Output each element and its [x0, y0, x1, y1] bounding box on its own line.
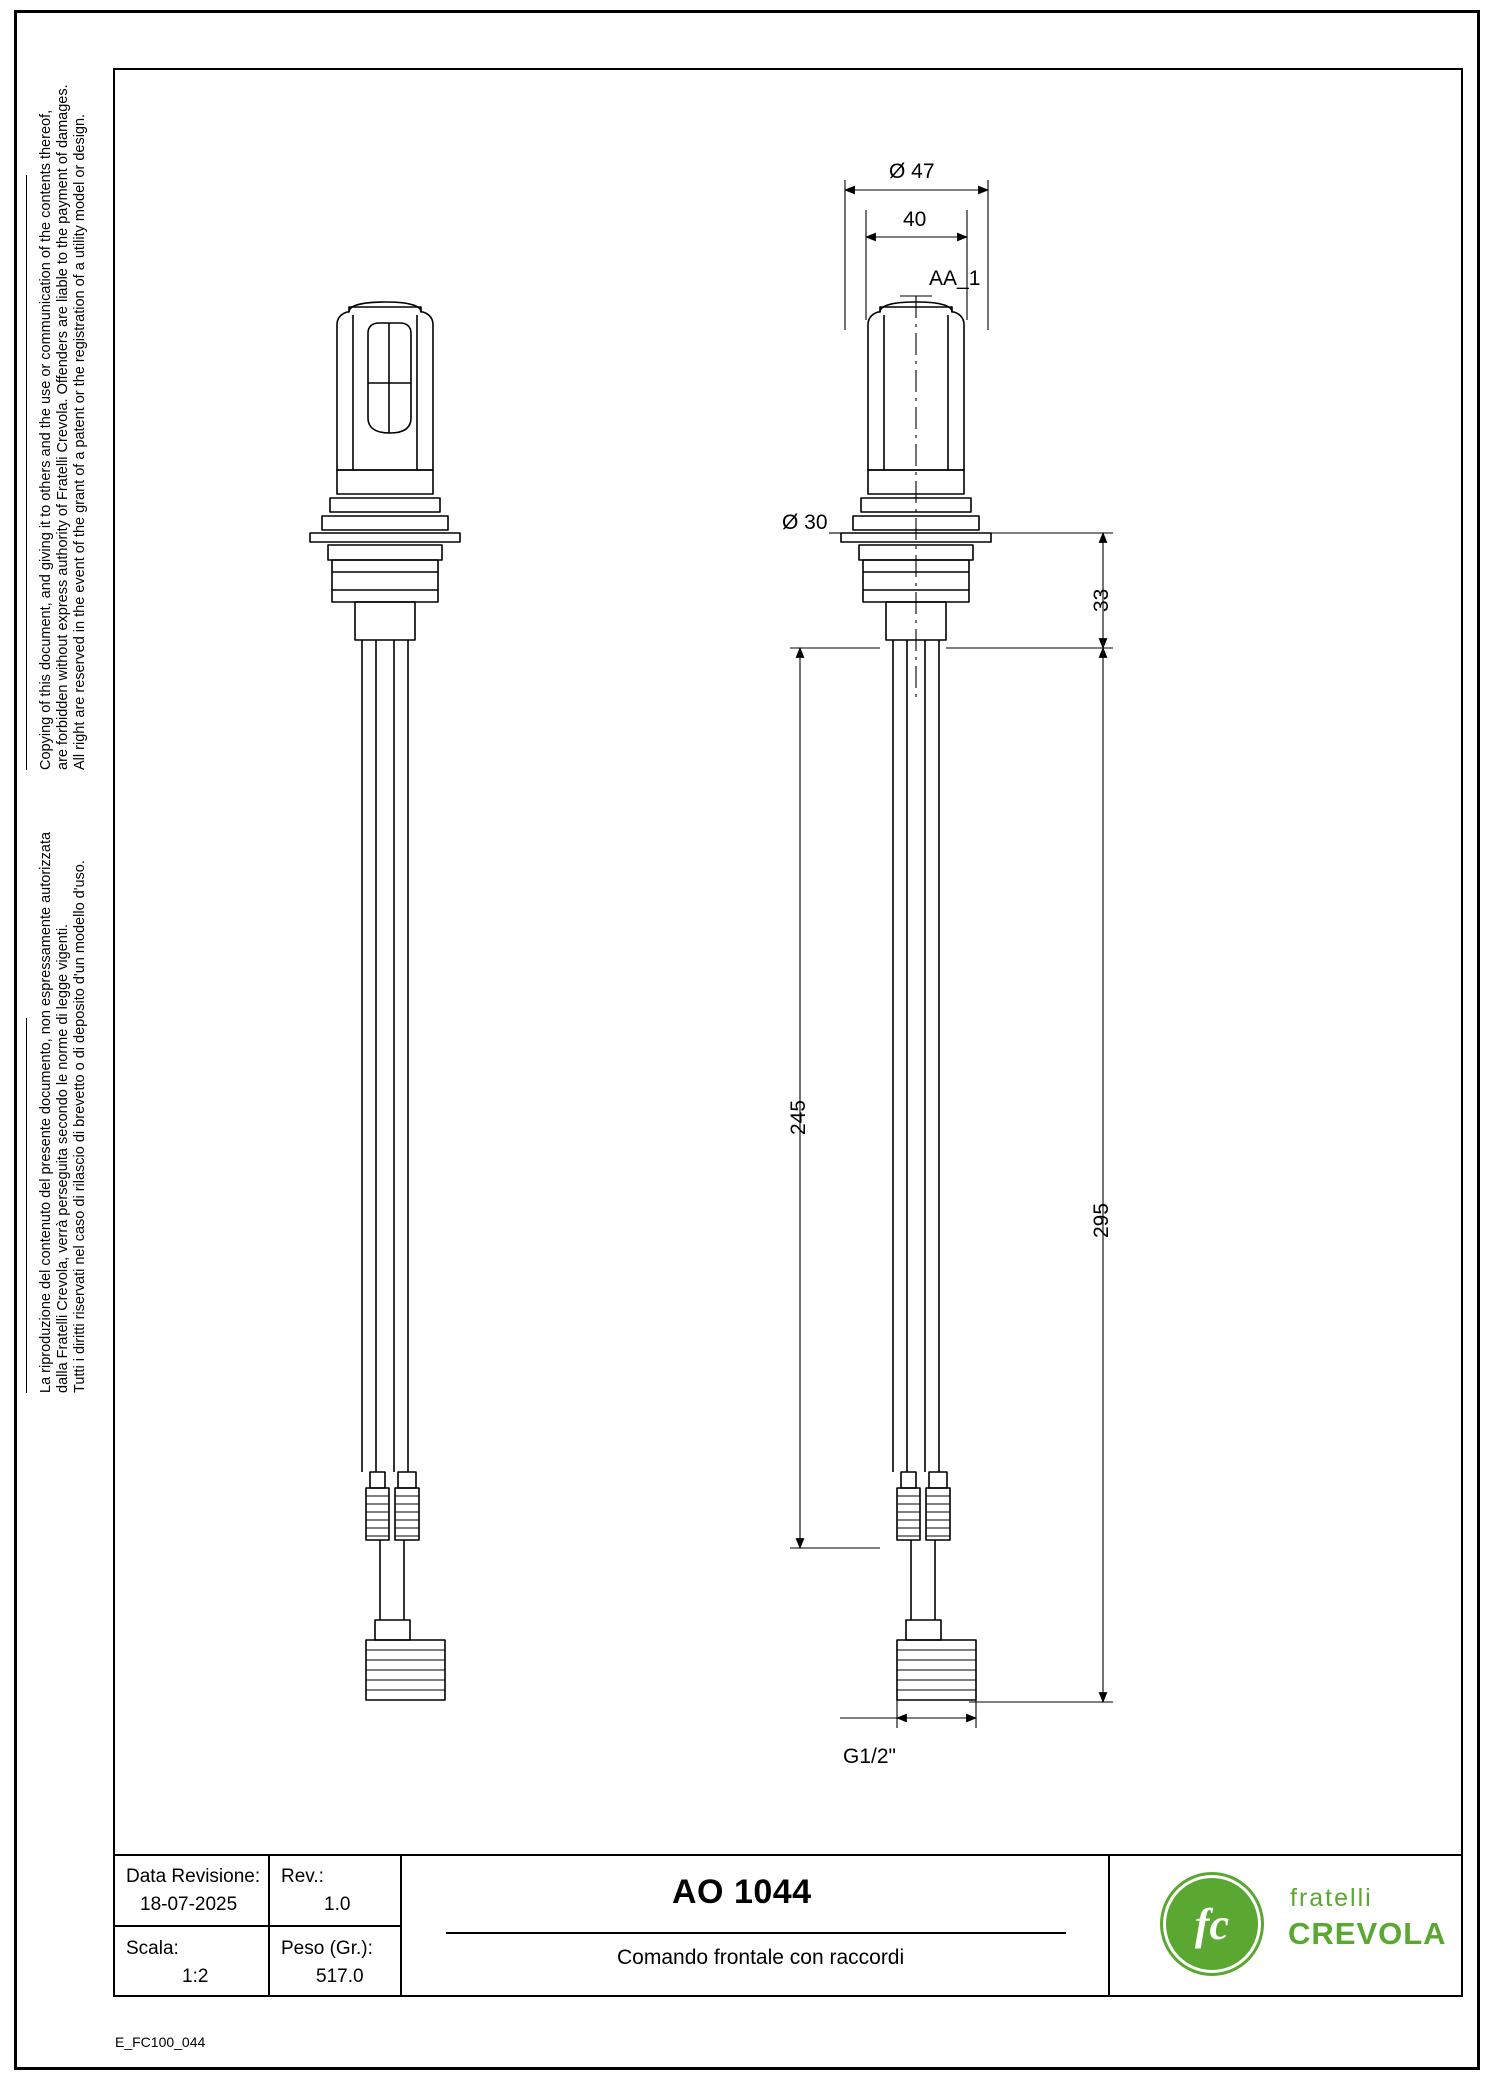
drawing-code: AO 1044: [672, 1873, 812, 1911]
drawing-description: Comando frontale con raccordi: [617, 1946, 905, 1969]
logo-brand-line2: CREVOLA: [1288, 1916, 1447, 1951]
dim-label-40: 40: [903, 208, 927, 231]
dim-label-295: 295: [1090, 1202, 1113, 1238]
legal-text-rule-en: [26, 175, 27, 770]
dim-label-g12: G1/2": [843, 1745, 896, 1768]
drawing-area-border: [113, 68, 1463, 1997]
title-block-divider-4: [113, 1925, 402, 1927]
legal-en-line3: All right are reserved in the event of the grant of a patent or the registration of a utility model or design.: [72, 113, 88, 770]
label-scala: Scala:: [126, 1938, 179, 1959]
dim-label-245: 245: [787, 1099, 810, 1135]
value-data-revisione: 18-07-2025: [140, 1894, 238, 1915]
dim-label-aa1: AA_1: [929, 267, 981, 290]
legal-it-line2: dalla Fratelli Crevola, verrà perseguita secondo le norme di legge vigenti.: [55, 923, 71, 1393]
legal-it-line3: Tutti i diritti riservati nel caso di rilascio di brevetto o di deposito d'un modello d'uso.: [72, 860, 88, 1393]
title-block-code-underline: [446, 1932, 1066, 1934]
legal-text-rule-it: [26, 1018, 27, 1393]
legal-en-line2: are forbidden without express authority of Fratelli Crevola. Offenders are liable to the payment of damages.: [55, 84, 71, 770]
logo-monogram: fc: [1166, 1878, 1258, 1970]
dim-label-d47: Ø 47: [889, 160, 935, 183]
value-peso: 517.0: [316, 1966, 364, 1987]
title-block-divider-3: [1108, 1854, 1110, 1997]
label-data-revisione: Data Revisione:: [126, 1866, 261, 1887]
dim-label-33: 33: [1090, 588, 1113, 612]
legal-it-line1: La riproduzione del contenuto del presente documento, non espressamente autorizzata: [38, 831, 54, 1393]
value-rev: 1.0: [324, 1894, 351, 1915]
logo-brand-line1: fratelli: [1290, 1884, 1373, 1912]
label-rev: Rev.:: [281, 1866, 324, 1887]
value-scala: 1:2: [182, 1966, 209, 1987]
label-peso: Peso (Gr.):: [281, 1938, 373, 1959]
legal-en-line1: Copying of this document, and giving it to others and the use or communication of the contents thereof,: [38, 109, 54, 770]
document-code: E_FC100_044: [115, 2034, 206, 2050]
dim-label-d30: Ø 30: [782, 511, 828, 534]
